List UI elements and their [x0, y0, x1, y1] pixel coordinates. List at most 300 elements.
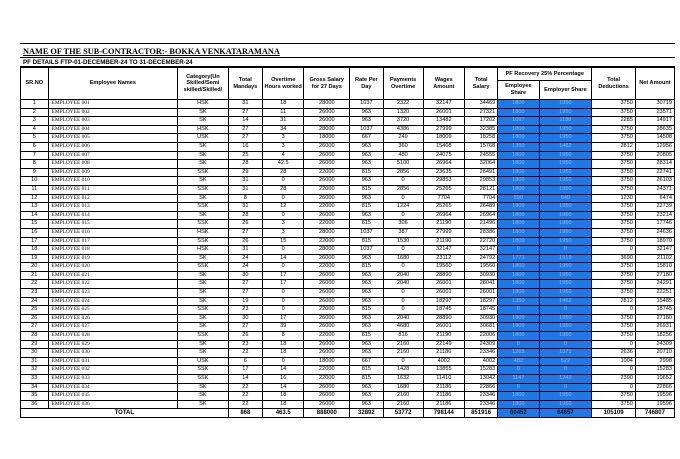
wages-amount-cell: 21186: [423, 392, 464, 401]
rate-per-day-cell: 815: [350, 185, 383, 194]
rate-per-day-cell: 815: [350, 366, 383, 375]
table-row: [21, 392, 675, 401]
employer-share-cell: 1950: [539, 108, 592, 117]
sr-no-cell: 12: [21, 194, 49, 203]
total-deductions-cell: 0: [592, 383, 636, 392]
total-salary-cell: 23346: [464, 349, 497, 358]
sr-no-cell: 8: [21, 160, 49, 169]
employer-share-cell: 1950: [539, 271, 592, 280]
payments-overtime-cell: 0: [383, 194, 423, 203]
table-row: [21, 323, 675, 332]
gross-salary-cell: 26000: [304, 160, 350, 169]
employer-share-cell: 1950: [539, 280, 592, 289]
payments-overtime-cell: 1428: [383, 366, 423, 375]
employee-name-cell: EMPLOYEE 001: [48, 100, 178, 109]
sr-no-cell: 36: [21, 400, 49, 409]
ot-hours-cell: 0: [263, 357, 304, 366]
payments-overtime-cell: 2160: [383, 400, 423, 409]
header-total-salary: Total Salary: [464, 68, 497, 100]
net-amount-cell: 6474: [635, 194, 674, 203]
total-deductions-cell: 2812: [592, 142, 636, 151]
ot-hours-cell: 4: [263, 151, 304, 160]
total-deductions-cell: 3750: [592, 271, 636, 280]
category-cell: SK: [178, 117, 228, 126]
payments-overtime-cell: 2160: [383, 392, 423, 401]
employer-share-cell: 1950: [539, 228, 592, 237]
wages-amount-cell: 32147: [423, 246, 464, 255]
ot-hours-cell: 42.5: [263, 160, 304, 169]
total-salary-cell: 26001: [464, 289, 497, 298]
sr-no-cell: 27: [21, 323, 49, 332]
net-amount-cell: 2998: [635, 357, 674, 366]
employee-name-cell: EMPLOYEE 027: [48, 323, 178, 332]
total-deductions-cell: 3690: [592, 254, 636, 263]
employer-share-cell: 1950: [539, 332, 592, 341]
sr-no-cell: 32: [21, 366, 49, 375]
table-row: [21, 357, 675, 366]
employee-share-cell: 1800: [498, 228, 539, 237]
total-net-amount-cell: 746807: [635, 409, 674, 418]
table-row: [21, 383, 675, 392]
mandays-cell: 14: [228, 117, 262, 126]
payments-overtime-cell: 0: [383, 263, 423, 272]
net-amount-cell: 18745: [635, 306, 674, 315]
total-deductions-cell: 2390: [592, 375, 636, 384]
payments-overtime-cell: 0: [383, 246, 423, 255]
employee-share-cell: 1800: [498, 211, 539, 220]
sr-no-cell: 16: [21, 228, 49, 237]
employee-name-cell: EMPLOYEE 009: [48, 168, 178, 177]
total-salary-cell: 24555: [464, 151, 497, 160]
sr-no-cell: 1: [21, 100, 49, 109]
employee-name-cell: EMPLOYEE 021: [48, 271, 178, 280]
employee-share-cell: 1800: [498, 237, 539, 246]
header-srno: SR.NO: [21, 68, 49, 100]
wages-amount-cell: 21190: [423, 220, 464, 229]
employee-share-cell: 1800: [498, 263, 539, 272]
category-cell: SSK: [178, 168, 228, 177]
employee-name-cell: EMPLOYEE 035: [48, 392, 178, 401]
rate-per-day-cell: 963: [350, 254, 383, 263]
ot-hours-cell: 3: [263, 228, 304, 237]
mandays-cell: 14: [228, 375, 262, 384]
total-deductions-cell: 3750: [592, 125, 636, 134]
gross-salary-cell: 26000: [304, 117, 350, 126]
wages-amount-cell: 32147: [423, 100, 464, 109]
employee-name-cell: EMPLOYEE 028: [48, 332, 178, 341]
wages-amount-cell: 21190: [423, 332, 464, 341]
mandays-cell: 22: [228, 400, 262, 409]
category-cell: SK: [178, 194, 228, 203]
wages-amount-cell: 13482: [423, 117, 464, 126]
category-cell: SK: [178, 108, 228, 117]
employee-share-cell: 0: [498, 306, 539, 315]
total-salary-cell: 4002: [464, 357, 497, 366]
ot-hours-cell: 0: [263, 194, 304, 203]
employee-name-cell: EMPLOYEE 034: [48, 383, 178, 392]
header-name: Employee Names: [48, 68, 178, 100]
net-amount-cell: 17746: [635, 220, 674, 229]
total-deductions-cell: 3750: [592, 400, 636, 409]
category-cell: SK: [178, 289, 228, 298]
employee-share-cell: 1350: [498, 142, 539, 151]
net-amount-cell: 27180: [635, 271, 674, 280]
total-salary-cell: 34469: [464, 100, 497, 109]
total-deductions-cell: 2812: [592, 297, 636, 306]
rate-per-day-cell: 963: [350, 194, 383, 203]
employee-share-cell: 1800: [498, 203, 539, 212]
employer-share-cell: 1950: [539, 177, 592, 186]
table-row: [21, 271, 675, 280]
header-employer-share: Employer Share: [539, 81, 592, 100]
mandays-cell: 26: [228, 332, 262, 341]
wages-amount-cell: 26964: [423, 160, 464, 169]
table-row: [21, 211, 675, 220]
category-cell: SK: [178, 323, 228, 332]
payments-overtime-cell: 2040: [383, 314, 423, 323]
category-cell: SK: [178, 177, 228, 186]
mandays-cell: 31: [228, 185, 262, 194]
category-cell: SSK: [178, 185, 228, 194]
employee-share-cell: 0: [498, 366, 539, 375]
total-employer-share-cell: 64657: [539, 409, 592, 418]
net-amount-cell: 24291: [635, 280, 674, 289]
sr-no-cell: 29: [21, 340, 49, 349]
employer-share-cell: 1371: [539, 349, 592, 358]
employer-share-cell: 0: [539, 246, 592, 255]
net-amount-cell: 10652: [635, 375, 674, 384]
total-salary-cell: 21496: [464, 220, 497, 229]
total-employee-share-cell: 60452: [498, 409, 539, 418]
employee-share-cell: 1800: [498, 400, 539, 409]
total-salary-cell: 17202: [464, 117, 497, 126]
sheet-title: NAME OF THE SUB-CONTRACTOR:- BOKKA VENKATARAMANA: [20, 43, 675, 58]
employee-name-cell: EMPLOYEE 019: [48, 254, 178, 263]
wages-amount-cell: 15408: [423, 142, 464, 151]
employer-share-cell: 1243: [539, 375, 592, 384]
table-row: [21, 160, 675, 169]
gross-salary-cell: 28000: [304, 125, 350, 134]
employer-share-cell: 1919: [539, 254, 592, 263]
net-amount-cell: 14917: [635, 117, 674, 126]
mandays-cell: 31: [228, 203, 262, 212]
sr-no-cell: 19: [21, 254, 49, 263]
sr-no-cell: 7: [21, 151, 49, 160]
total-salary-cell: 32064: [464, 160, 497, 169]
sr-no-cell: 33: [21, 375, 49, 384]
category-cell: HSK: [178, 228, 228, 237]
header-payments-ot: Payments Overtime: [383, 68, 423, 100]
rate-per-day-cell: 963: [350, 280, 383, 289]
total-deductions-cell: 3750: [592, 314, 636, 323]
category-cell: SK: [178, 349, 228, 358]
employer-share-cell: 1950: [539, 125, 592, 134]
total-gross-salary-cell: 888000: [304, 409, 350, 418]
employer-share-cell: 1950: [539, 151, 592, 160]
employee-share-cell: 1800: [498, 392, 539, 401]
ot-hours-cell: 17: [263, 271, 304, 280]
pf-table: [20, 67, 675, 418]
category-cell: SK: [178, 400, 228, 409]
gross-salary-cell: 26000: [304, 108, 350, 117]
net-amount-cell: 19596: [635, 392, 674, 401]
wages-amount-cell: 28890: [423, 271, 464, 280]
total-deductions-cell: 0: [592, 246, 636, 255]
payments-overtime-cell: 0: [383, 297, 423, 306]
payments-overtime-cell: 0: [383, 357, 423, 366]
wages-amount-cell: 13855: [423, 366, 464, 375]
ot-hours-cell: 0: [263, 306, 304, 315]
rate-per-day-cell: 963: [350, 142, 383, 151]
net-amount-cell: 15810: [635, 263, 674, 272]
rate-per-day-cell: 963: [350, 211, 383, 220]
gross-salary-cell: 26000: [304, 400, 350, 409]
net-amount-cell: 22866: [635, 383, 674, 392]
gross-salary-cell: 26000: [304, 297, 350, 306]
gross-salary-cell: 22000: [304, 203, 350, 212]
employee-share-cell: 482: [498, 357, 539, 366]
mandays-cell: 27: [228, 228, 262, 237]
table-row: [21, 177, 675, 186]
ot-hours-cell: 15: [263, 237, 304, 246]
total-deductions-cell: 3750: [592, 168, 636, 177]
net-amount-cell: 15485: [635, 297, 674, 306]
employee-share-cell: 1800: [498, 220, 539, 229]
wages-amount-cell: 11410: [423, 375, 464, 384]
wages-amount-cell: 21186: [423, 349, 464, 358]
table-row: [21, 400, 675, 409]
payments-overtime-cell: 4680: [383, 323, 423, 332]
wages-amount-cell: 27999: [423, 125, 464, 134]
mandays-cell: 22: [228, 349, 262, 358]
rate-per-day-cell: 1037: [350, 228, 383, 237]
net-amount-cell: 28314: [635, 160, 674, 169]
employee-name-cell: EMPLOYEE 018: [48, 246, 178, 255]
pf-sheet: [20, 0, 675, 418]
total-salary-cell: 32385: [464, 125, 497, 134]
employer-share-cell: 1950: [539, 160, 592, 169]
rate-per-day-cell: 815: [350, 306, 383, 315]
ot-hours-cell: 28: [263, 168, 304, 177]
table-row: [21, 366, 675, 375]
wages-amount-cell: 7704: [423, 194, 464, 203]
employee-name-cell: EMPLOYEE 022: [48, 280, 178, 289]
table-row: [21, 185, 675, 194]
sr-no-cell: 14: [21, 211, 49, 220]
ot-hours-cell: 0: [263, 177, 304, 186]
category-cell: SSK: [178, 332, 228, 341]
rate-per-day-cell: 815: [350, 375, 383, 384]
total-deductions-cell: 3750: [592, 160, 636, 169]
wages-amount-cell: 4002: [423, 357, 464, 366]
mandays-cell: 25: [228, 151, 262, 160]
category-cell: SK: [178, 271, 228, 280]
sr-no-cell: 31: [21, 357, 49, 366]
category-cell: HSK: [178, 125, 228, 134]
employee-name-cell: EMPLOYEE 026: [48, 314, 178, 323]
net-amount-cell: 18970: [635, 237, 674, 246]
payments-overtime-cell: 2160: [383, 349, 423, 358]
net-amount-cell: 23214: [635, 211, 674, 220]
employer-share-cell: 1188: [539, 117, 592, 126]
total-deductions-cell: 1004: [592, 357, 636, 366]
rate-per-day-cell: 963: [350, 340, 383, 349]
gross-salary-cell: 22000: [304, 168, 350, 177]
ot-hours-cell: 12: [263, 203, 304, 212]
wages-amount-cell: 29853: [423, 177, 464, 186]
category-cell: SK: [178, 297, 228, 306]
rate-per-day-cell: 963: [350, 271, 383, 280]
employer-share-cell: 1950: [539, 100, 592, 109]
total-deductions-cell: 3750: [592, 220, 636, 229]
rate-per-day-cell: 963: [350, 392, 383, 401]
table-row: [21, 297, 675, 306]
gross-salary-cell: 26000: [304, 323, 350, 332]
payments-overtime-cell: 1680: [383, 383, 423, 392]
employee-share-cell: 1800: [498, 332, 539, 341]
mandays-cell: 28: [228, 160, 262, 169]
sr-no-cell: 17: [21, 237, 49, 246]
wages-amount-cell: 22149: [423, 340, 464, 349]
sr-no-cell: 6: [21, 142, 49, 151]
total-salary-cell: 24309: [464, 340, 497, 349]
wages-amount-cell: 21186: [423, 400, 464, 409]
payments-overtime-cell: 360: [383, 142, 423, 151]
category-cell: SK: [178, 142, 228, 151]
employee-name-cell: EMPLOYEE 004: [48, 125, 178, 134]
total-total-salary-cell: 851916: [464, 409, 497, 418]
employee-share-cell: 1800: [498, 280, 539, 289]
mandays-cell: 27: [228, 280, 262, 289]
ot-hours-cell: 31: [263, 117, 304, 126]
net-amount-cell: 12956: [635, 142, 674, 151]
employee-name-cell: EMPLOYEE 020: [48, 263, 178, 272]
wages-amount-cell: 18745: [423, 306, 464, 315]
total-salary-cell: 18258: [464, 134, 497, 143]
mandays-cell: 27: [228, 323, 262, 332]
gross-salary-cell: 26000: [304, 142, 350, 151]
wages-amount-cell: 25265: [423, 185, 464, 194]
employee-share-cell: 1350: [498, 297, 539, 306]
total-deductions-cell: 3750: [592, 177, 636, 186]
net-amount-cell: 14508: [635, 134, 674, 143]
category-cell: USK: [178, 357, 228, 366]
table-row: [21, 263, 675, 272]
sr-no-cell: 5: [21, 134, 49, 143]
employer-share-cell: 1950: [539, 203, 592, 212]
mandays-cell: 26: [228, 220, 262, 229]
net-amount-cell: 22739: [635, 203, 674, 212]
employee-name-cell: EMPLOYEE 033: [48, 375, 178, 384]
mandays-cell: 26: [228, 237, 262, 246]
table-row: [21, 306, 675, 315]
table-row: [21, 142, 675, 151]
wages-amount-cell: 26001: [423, 323, 464, 332]
total-deductions-cell: 3750: [592, 323, 636, 332]
table-row: [21, 314, 675, 323]
gross-salary-cell: 26000: [304, 194, 350, 203]
total-rate-per-day-cell: 32892: [350, 409, 383, 418]
mandays-cell: 22: [228, 392, 262, 401]
header-category: Category(Un Skilled/Semi skilled/Skilled/: [178, 68, 228, 100]
ot-hours-cell: 17: [263, 314, 304, 323]
rate-per-day-cell: 963: [350, 349, 383, 358]
period-label: PF DETAILS FTP-01-DECEMBER-24 TO 31-DECEMBER-24: [20, 58, 675, 67]
employee-share-cell: 1800: [498, 151, 539, 160]
rate-per-day-cell: 667: [350, 134, 383, 143]
mandays-cell: 31: [228, 246, 262, 255]
category-cell: SK: [178, 254, 228, 263]
sr-no-cell: 20: [21, 263, 49, 272]
category-cell: SK: [178, 392, 228, 401]
total-salary-cell: 28121: [464, 185, 497, 194]
wages-amount-cell: 23635: [423, 168, 464, 177]
mandays-cell: 31: [228, 177, 262, 186]
wages-amount-cell: 23112: [423, 254, 464, 263]
total-total-deductions-cell: 105109: [592, 409, 636, 418]
wages-amount-cell: 18009: [423, 134, 464, 143]
gross-salary-cell: 26000: [304, 254, 350, 263]
wages-amount-cell: 28890: [423, 314, 464, 323]
employer-share-cell: 1950: [539, 392, 592, 401]
mandays-cell: 17: [228, 366, 262, 375]
employee-name-cell: EMPLOYEE 002: [48, 108, 178, 117]
sr-no-cell: 23: [21, 289, 49, 298]
net-amount-cell: 22741: [635, 168, 674, 177]
total-salary-cell: 23346: [464, 392, 497, 401]
table-row: [21, 194, 675, 203]
employee-name-cell: EMPLOYEE 029: [48, 340, 178, 349]
header-deductions: Total Deductions: [592, 68, 636, 100]
net-amount-cell: 22251: [635, 289, 674, 298]
gross-salary-cell: 22000: [304, 306, 350, 315]
net-amount-cell: 15283: [635, 366, 674, 375]
employer-share-cell: 0: [539, 306, 592, 315]
table-row: [21, 100, 675, 109]
employee-name-cell: EMPLOYEE 003: [48, 117, 178, 126]
sr-no-cell: 13: [21, 203, 49, 212]
payments-overtime-cell: 2040: [383, 280, 423, 289]
gross-salary-cell: 26000: [304, 392, 350, 401]
employee-share-cell: 1147: [498, 375, 539, 384]
mandays-cell: 29: [228, 168, 262, 177]
table-row: [21, 289, 675, 298]
table-row: [21, 108, 675, 117]
ot-hours-cell: 0: [263, 246, 304, 255]
employer-share-cell: 640: [539, 194, 592, 203]
gross-salary-cell: 22000: [304, 332, 350, 341]
net-amount-cell: 30719: [635, 100, 674, 109]
category-cell: SK: [178, 383, 228, 392]
ot-hours-cell: 18: [263, 100, 304, 109]
rate-per-day-cell: 963: [350, 160, 383, 169]
total-row: [21, 409, 675, 418]
payments-overtime-cell: 480: [383, 151, 423, 160]
sr-no-cell: 10: [21, 177, 49, 186]
ot-hours-cell: 28: [263, 185, 304, 194]
total-deductions-cell: 3750: [592, 289, 636, 298]
header-pf-recovery: PF Recovery 25% Percentage: [498, 68, 592, 81]
rate-per-day-cell: 815: [350, 168, 383, 177]
category-cell: SSK: [178, 366, 228, 375]
employee-name-cell: EMPLOYEE 012: [48, 194, 178, 203]
sr-no-cell: 18: [21, 246, 49, 255]
gross-salary-cell: 26000: [304, 271, 350, 280]
mandays-cell: 27: [228, 125, 262, 134]
ot-hours-cell: 39: [263, 323, 304, 332]
wages-amount-cell: 19560: [423, 263, 464, 272]
gross-salary-cell: 26000: [304, 314, 350, 323]
